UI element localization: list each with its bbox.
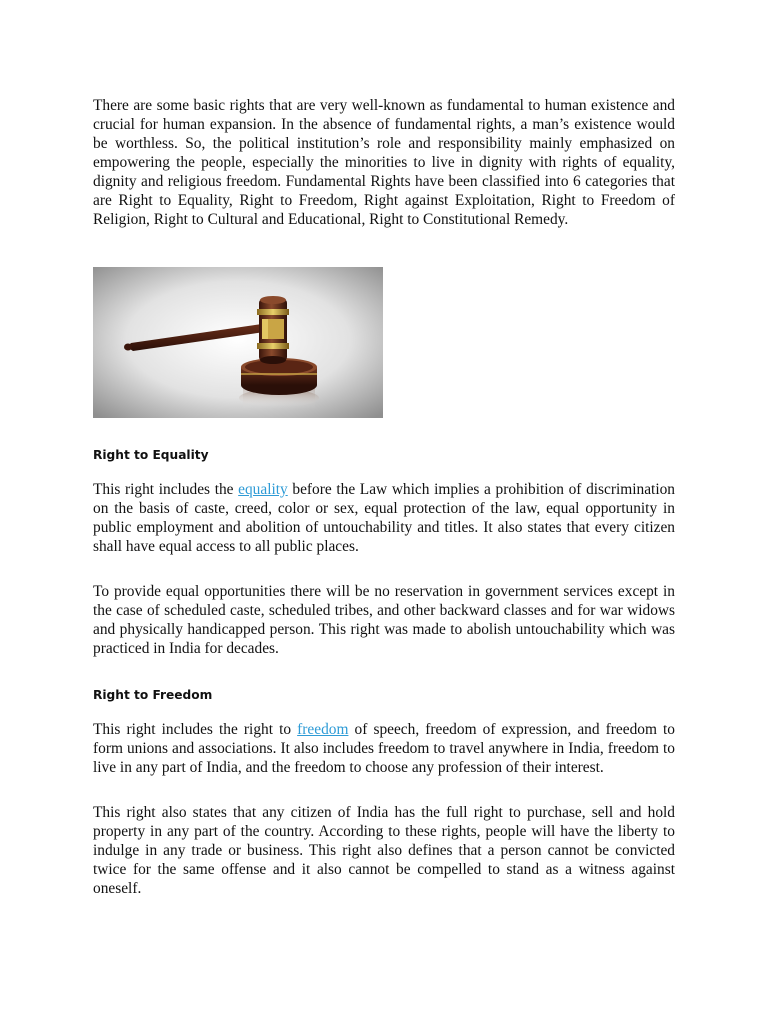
- freedom-text-after: of speech, freedom of expression, and freedom to form unions and associations. It also includes freedom to travel anywhere in India, freedom to live in any part of India, and the freedom to choose any profession of their interest.: [93, 721, 675, 776]
- freedom-link[interactable]: freedom: [297, 721, 349, 738]
- equality-text-before: This right includes the: [93, 481, 239, 498]
- section-heading-freedom: Right to Freedom: [93, 688, 213, 702]
- section-heading-equality: Right to Equality: [93, 448, 209, 462]
- gavel-icon: [93, 267, 383, 418]
- equality-paragraph-2: To provide equal opportunities there will be no reservation in government services except in the case of scheduled caste, scheduled tribes, and other backward classes and for war widows and physically handicapped person. This right was made to abolish untouchability which was practiced in India for decades.: [93, 583, 675, 657]
- intro-paragraph: There are some basic rights that are very well-known as fundamental to human existence and crucial for human expansion. In the absence of fundamental rights, a man’s existence would be worthless. So, the political institution’s role and responsibility mainly emphasized on empowering the people, especially the minorities to live in dignity with rights of equality, dignity and religious freedom. Fundamental Rights have been classified into 6 categories that are Right to Equality, Right to Freedom, Right against Exploitation, Right to Freedom of Religion, Right to Cultural and Educational, Right to Constitutional Remedy.: [93, 97, 675, 228]
- freedom-paragraph-2: This right also states that any citizen of India has the full right to purchase, sell and hold property in any part of the country. According to these rights, people will have the liberty to indulge in any trade or business. This right also defines that a person cannot be convicted twice for the same offense and it also cannot be compelled to stand as a witness against oneself.: [93, 804, 675, 897]
- equality-paragraph-1: [93, 480, 675, 556]
- document-body: [93, 96, 675, 898]
- equality-text-after: before the Law which implies a prohibition of discrimination on the basis of caste, creed, color or sex, equal protection of the law, equal opportunity in public employment and abolition of untouchability and titles. It also states that every citizen shall have equal access to all public places.: [93, 481, 675, 555]
- freedom-text-before: This right includes the right to: [93, 721, 298, 738]
- freedom-paragraph-1: [93, 720, 675, 777]
- equality-link[interactable]: equality: [238, 481, 288, 498]
